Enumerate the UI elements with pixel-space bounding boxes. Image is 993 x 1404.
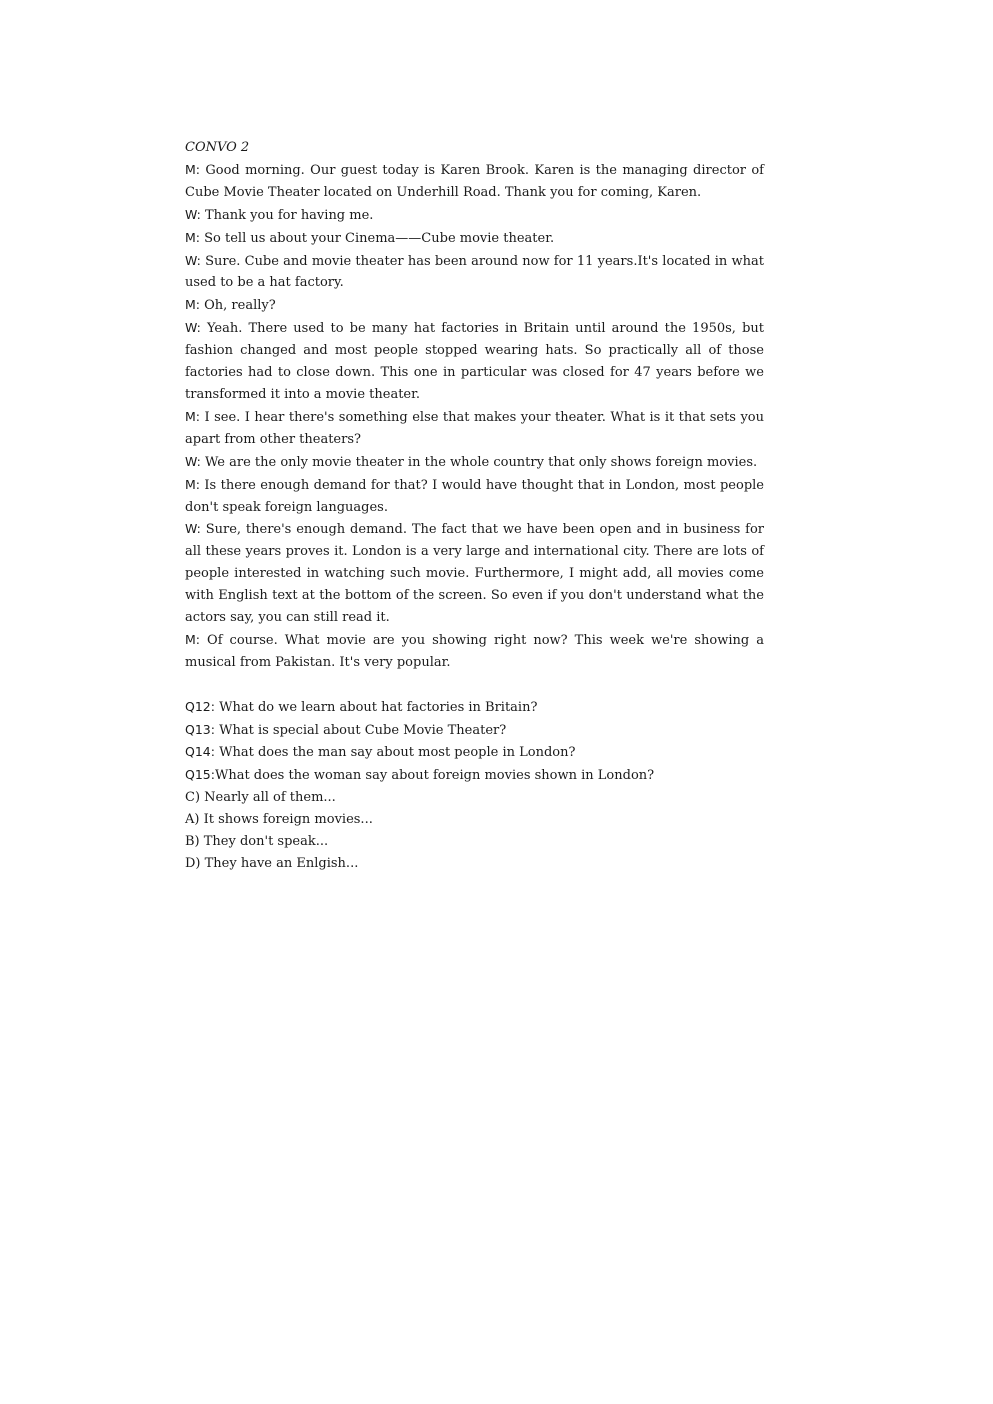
question-text: What does the man say about most people in London? <box>214 745 576 761</box>
speaker-label: W: <box>185 453 201 469</box>
dialogue-text: Sure, there's enough demand. The fact that we have been open and in business for all these years proves it. London is a very large and international city. There are lots of people interested in watching such movie. Furthermore, I might add, all movies come with English text at the bottom of the screen. So even if you don't understand what the actors say, you can still read it. <box>185 522 764 626</box>
dialogue-line <box>185 474 764 519</box>
question-line <box>185 696 764 719</box>
speaker-label: M: <box>185 631 200 647</box>
dialogue-text: Sure. Cube and movie theater has been around now for 11 years.It's located in what used to be a hat factory. <box>185 253 764 291</box>
dialogue-line <box>185 518 764 629</box>
dialogue-line <box>185 227 764 250</box>
question-label: Q15: <box>185 767 215 783</box>
speaker-label: M: <box>185 297 200 313</box>
speaker-label: W: <box>185 320 201 336</box>
dialogue-line <box>185 629 764 674</box>
dialogue-line <box>185 204 764 227</box>
question-text: What does the woman say about foreign movies shown in London? <box>214 768 655 784</box>
speaker-label: W: <box>185 521 201 537</box>
question-line <box>185 741 764 764</box>
answer-line: B) They don't speak... <box>185 834 329 850</box>
dialogue-text: So tell us about your Cinema——Cube movie theater. <box>200 230 555 246</box>
dialogue-line <box>185 250 764 295</box>
section-spacer <box>185 674 764 696</box>
dialogue-text: Good morning. Our guest today is Karen Brook. Karen is the managing director of Cube Movie Theater located on Underhill Road. Thank you for coming, Karen. <box>185 162 764 200</box>
dialogue-text: Is there enough demand for that? I would have thought that in London, most people don't speak foreign languages. <box>185 477 764 515</box>
dialogue-text: I see. I hear there's something else that makes your theater. What is it that sets you apart from other theaters? <box>185 409 764 447</box>
dialogue-line <box>185 294 764 317</box>
dialogue-text: Of course. What movie are you showing right now? This week we're showing a musical from Pakistan. It's very popular. <box>185 632 764 670</box>
speaker-label: M: <box>185 229 200 245</box>
answer-line: A) It shows foreign movies... <box>185 812 373 828</box>
speaker-label: W: <box>185 252 201 268</box>
answer-line: C) Nearly all of them... <box>185 790 336 806</box>
answer-line: D) They have an Enlgish... <box>185 855 359 871</box>
dialogue-line <box>185 406 764 451</box>
question-label: Q14: <box>185 744 215 760</box>
speaker-label: M: <box>185 161 200 177</box>
document-title: CONVO 2 <box>185 140 250 155</box>
speaker-label: M: <box>185 408 200 424</box>
dialogue-line <box>185 451 764 474</box>
dialogue-line <box>185 159 764 204</box>
dialogue-text: Oh, really? <box>200 298 276 314</box>
speaker-label: M: <box>185 476 200 492</box>
document-page <box>185 137 764 875</box>
dialogue-text: We are the only movie theater in the whole country that only shows foreign movies. <box>200 454 758 470</box>
dialogue-line <box>185 317 764 406</box>
answers-section <box>185 787 764 875</box>
question-text: What do we learn about hat factories in Britain? <box>214 699 538 715</box>
questions-section <box>185 696 764 788</box>
question-line <box>185 764 764 787</box>
question-text: What is special about Cube Movie Theater? <box>214 722 507 738</box>
dialogue-text: Yeah. There used to be many hat factories in Britain until around the 1950s, but fashion changed and most people stopped wearing hats. So practically all of those factories had to close down. This one in particular was closed for 47 years before we transformed it into a movie theater. <box>185 321 764 402</box>
question-label: Q12: <box>185 698 215 714</box>
question-label: Q13: <box>185 721 215 737</box>
dialogue-section <box>185 159 764 674</box>
question-line <box>185 719 764 742</box>
dialogue-text: Thank you for having me. <box>200 207 374 223</box>
speaker-label: W: <box>185 206 201 222</box>
